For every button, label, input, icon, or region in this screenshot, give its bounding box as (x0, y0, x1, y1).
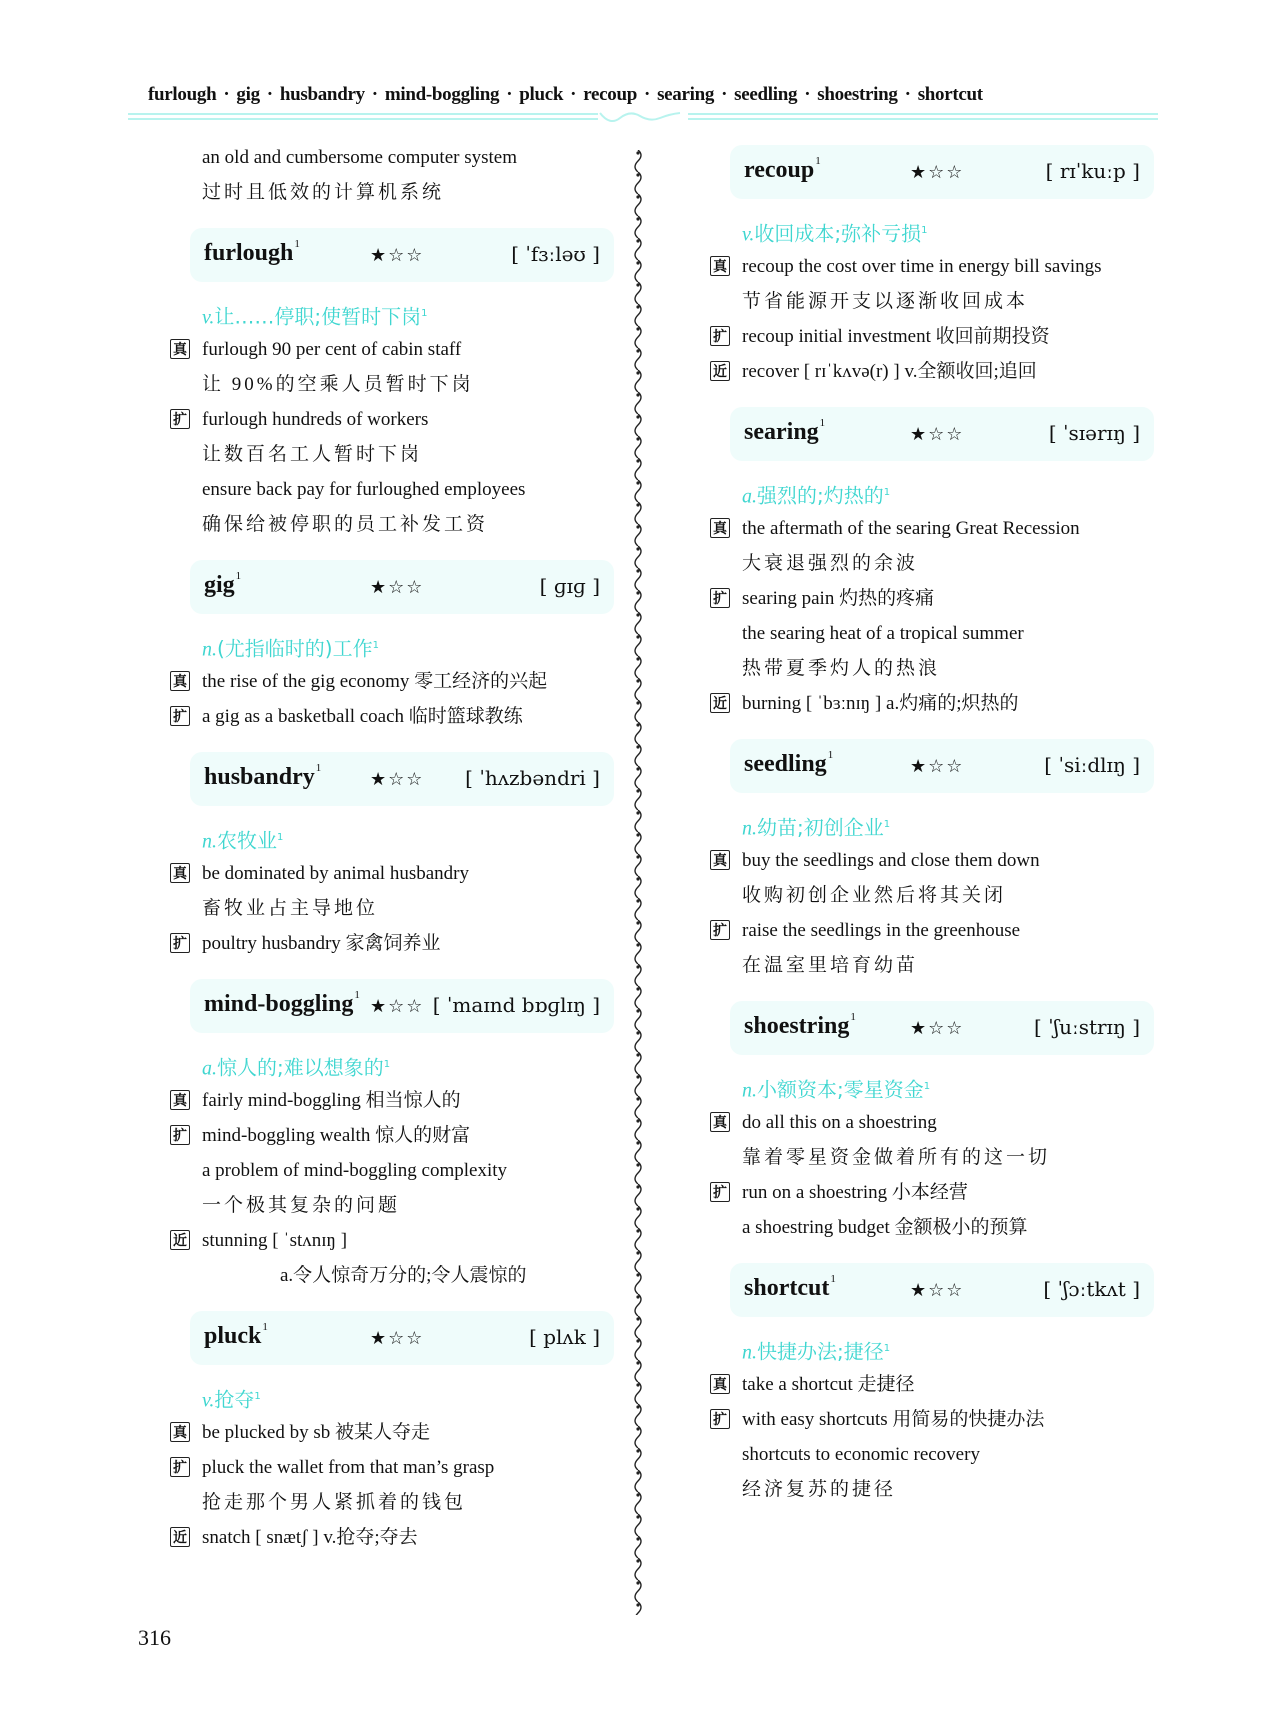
headword-sup: 1 (850, 1011, 856, 1023)
example-line (700, 319, 1170, 354)
separator: · (904, 84, 911, 105)
phonetic: [ ˈmaɪnd bɒɡlɪŋ ] (432, 993, 600, 1017)
extended-tag-icon: 扩 (170, 706, 190, 726)
separator: · (644, 84, 651, 105)
example-text: the searing heat of a tropical summer (742, 623, 1024, 644)
phonetic: [ plʌk ] (529, 1325, 600, 1349)
star-rating-icon: ★☆☆ (910, 1018, 965, 1039)
sense (160, 628, 630, 664)
example-text: mind-boggling wealth 惊人的财富 (202, 1125, 471, 1146)
example-line (160, 664, 630, 699)
star-rating-icon: ★☆☆ (370, 996, 425, 1017)
synonym-tag-icon: 近 (170, 1230, 190, 1250)
separator: · (570, 84, 577, 105)
extended-tag-icon: 扩 (170, 1125, 190, 1145)
headword (744, 419, 825, 446)
phonetic: [ ˈsɪərɪŋ ] (1048, 421, 1140, 445)
sense (700, 1069, 1170, 1105)
example-line (700, 1367, 1170, 1402)
extended-tag-icon: 扩 (710, 920, 730, 940)
headword (204, 572, 241, 599)
example-line (160, 1520, 630, 1555)
running-head-word: recoup (583, 84, 638, 105)
entry-header-mind_boggling (190, 979, 614, 1033)
example-line (160, 856, 630, 891)
phonetic: [ ˈʃɔːtkʌt ] (1043, 1277, 1140, 1301)
synonym-tag-icon: 近 (170, 1527, 190, 1547)
left-column (160, 140, 630, 1555)
extended-tag-icon: 扩 (710, 326, 730, 346)
entry-header-shoestring (730, 1001, 1154, 1055)
example-line (700, 878, 1170, 913)
headword-text: searing (744, 419, 819, 445)
sense-sup: 1 (254, 1391, 261, 1402)
example-line (700, 1105, 1170, 1140)
extended-tag-icon: 扩 (170, 933, 190, 953)
headword-sup: 1 (354, 989, 360, 1001)
sense (160, 296, 630, 332)
part-of-speech: n. (202, 638, 217, 661)
real-exam-tag-icon: 真 (710, 518, 730, 538)
example-line (160, 1083, 630, 1118)
example-line (160, 1450, 630, 1485)
sense-text: 让……停职;使暂时下岗 (214, 304, 422, 329)
example-line (700, 581, 1170, 616)
example-line (160, 891, 630, 926)
sense (160, 1047, 630, 1083)
separator: · (266, 84, 273, 105)
headword-sup: 1 (294, 238, 300, 250)
sense (700, 475, 1170, 511)
star-rating-icon: ★☆☆ (910, 424, 965, 445)
entry-header-husbandry (190, 752, 614, 806)
sense-sup: 1 (921, 225, 928, 236)
part-of-speech: v. (202, 306, 215, 329)
part-of-speech: n. (742, 817, 757, 840)
example-line (700, 546, 1170, 581)
example-line (700, 1472, 1170, 1507)
example-text: 一个极其复杂的问题 (202, 1195, 401, 1216)
example-line (700, 843, 1170, 878)
header-rule (128, 112, 1158, 122)
real-exam-tag-icon: 真 (170, 339, 190, 359)
extended-tag-icon: 扩 (710, 1409, 730, 1429)
page-number: 316 (138, 1625, 171, 1650)
example-line (700, 284, 1170, 319)
entry-header-furlough (190, 228, 614, 282)
entry-header-seedling (730, 739, 1154, 793)
phonetic: [ rɪˈkuːp ] (1045, 159, 1140, 183)
carryover-example: an old and cumbersome computer system (202, 147, 518, 168)
extended-tag-icon: 扩 (170, 409, 190, 429)
example-text: 热带夏季灼人的热浪 (742, 658, 941, 679)
headword-sup: 1 (235, 570, 242, 582)
sense-text: 农牧业 (217, 828, 277, 853)
extended-tag-icon: 扩 (710, 588, 730, 608)
example-text: recoup initial investment 收回前期投资 (742, 326, 1050, 347)
star-rating-icon: ★☆☆ (370, 245, 425, 266)
sense-sup: 1 (923, 1081, 931, 1092)
example-text: pluck the wallet from that man’s grasp (202, 1457, 495, 1478)
example-line (160, 1258, 630, 1293)
example-line (160, 472, 630, 507)
entry-header-shortcut (730, 1263, 1154, 1317)
sense-sup: 1 (277, 832, 284, 843)
example-text: 收购初创企业然后将其关闭 (742, 885, 1007, 906)
example-text: 抢走那个男人紧抓着的钱包 (202, 1492, 467, 1513)
example-text: a shoestring budget 金额极小的预算 (742, 1217, 1028, 1238)
headword-text: seedling (744, 751, 827, 777)
real-exam-tag-icon: 真 (710, 256, 730, 276)
example-text: 在温室里培育幼苗 (742, 955, 919, 976)
synonym-tag-icon: 近 (710, 693, 730, 713)
example-text: 确保给被停职的员工补发工资 (202, 514, 489, 535)
example-line (160, 1223, 630, 1258)
example-text: a.令人惊奇万分的;令人震惊的 (280, 1265, 527, 1286)
part-of-speech: a. (202, 1057, 217, 1080)
star-rating-icon: ★☆☆ (370, 1328, 425, 1349)
example-line (160, 402, 630, 437)
headword-sup: 1 (819, 417, 826, 429)
example-line (160, 367, 630, 402)
sense-sup: 1 (883, 487, 891, 498)
phonetic: [ ˈsiːdlɪŋ ] (1044, 753, 1140, 777)
sense (700, 807, 1170, 843)
example-text: shortcuts to economic recovery (742, 1444, 980, 1465)
separator: · (506, 84, 513, 105)
headword (744, 157, 821, 184)
running-head-word: mind-boggling (384, 84, 500, 105)
part-of-speech: n. (202, 830, 217, 853)
example-text: searing pain 灼热的疼痛 (742, 588, 935, 609)
headword (744, 751, 833, 778)
headword-sup: 1 (827, 749, 834, 761)
example-text: recover [ rɪˈkʌvə(r) ] v.全额收回;追回 (742, 361, 1037, 382)
sense-sup: 1 (383, 1059, 391, 1070)
example-line (160, 332, 630, 367)
headword (204, 764, 321, 791)
example-text: the aftermath of the searing Great Recession (742, 518, 1080, 539)
example-text: buy the seedlings and close them down (742, 850, 1040, 871)
part-of-speech: n. (742, 1341, 757, 1364)
headword-text: furlough (204, 240, 294, 266)
separator: · (371, 84, 378, 105)
separator: · (721, 84, 728, 105)
star-rating-icon: ★☆☆ (910, 1280, 965, 1301)
example-text: 畜牧业占主导地位 (202, 898, 379, 919)
example-line (160, 1415, 630, 1450)
phonetic: [ ˈfɜːləʊ ] (511, 242, 600, 266)
real-exam-tag-icon: 真 (170, 1422, 190, 1442)
running-head-word: pluck (519, 84, 564, 105)
running-head-word: shoestring (817, 84, 898, 105)
example-text: 靠着零星资金做着所有的这一切 (742, 1147, 1051, 1168)
headword (744, 1013, 856, 1040)
sense-sup: 1 (883, 819, 891, 830)
example-line (700, 913, 1170, 948)
real-exam-tag-icon: 真 (710, 1112, 730, 1132)
example-text: snatch [ snætʃ ] v.抢夺;夺去 (202, 1527, 418, 1548)
phonetic: [ ˈhʌzbəndri ] (465, 766, 600, 790)
running-head (148, 84, 983, 106)
running-head-word: searing (657, 84, 715, 105)
sense (700, 1331, 1170, 1367)
example-line (700, 651, 1170, 686)
real-exam-tag-icon: 真 (170, 863, 190, 883)
sense-text: 快捷办法;捷径 (757, 1339, 884, 1364)
example-text: ensure back pay for furloughed employees (202, 479, 526, 500)
example-line (700, 511, 1170, 546)
carryover-translation: 过时且低效的计算机系统 (202, 182, 445, 203)
running-head-word: gig (236, 84, 260, 105)
sense-text: 抢夺 (214, 1387, 255, 1412)
part-of-speech: v. (742, 223, 755, 246)
example-text: burning [ ˈbɜːnɪŋ ] a.灼痛的;炽热的 (742, 693, 1019, 714)
separator: · (804, 84, 811, 105)
example-text: fairly mind-boggling 相当惊人的 (202, 1090, 461, 1111)
example-text: 让数百名工人暂时下岗 (202, 444, 423, 465)
entry-header-recoup (730, 145, 1154, 199)
sense-text: 强烈的;灼热的 (757, 483, 884, 508)
phonetic: [ ˈʃuːstrɪŋ ] (1033, 1015, 1140, 1039)
example-text: be dominated by animal husbandry (202, 863, 469, 884)
example-text: the rise of the gig economy 零工经济的兴起 (202, 671, 548, 692)
example-line (160, 699, 630, 734)
example-line (700, 249, 1170, 284)
sense-sup: 1 (372, 640, 379, 651)
example-line (700, 1402, 1170, 1437)
real-exam-tag-icon: 真 (170, 1090, 190, 1110)
example-line (160, 1485, 630, 1520)
example-line (160, 1118, 630, 1153)
example-text: run on a shoestring 小本经营 (742, 1182, 968, 1203)
phonetic: [ ɡɪɡ ] (539, 574, 600, 598)
synonym-tag-icon: 近 (710, 361, 730, 381)
sense-sup: 1 (883, 1343, 891, 1354)
example-line (160, 1153, 630, 1188)
headword-text: gig (204, 572, 235, 598)
example-text: a gig as a basketball coach 临时篮球教练 (202, 706, 523, 727)
real-exam-tag-icon: 真 (710, 850, 730, 870)
example-line (700, 1175, 1170, 1210)
headword (204, 991, 360, 1018)
example-text: a problem of mind-boggling complexity (202, 1160, 508, 1181)
real-exam-tag-icon: 真 (170, 671, 190, 691)
headword-sup: 1 (315, 762, 322, 774)
sense (700, 213, 1170, 249)
star-rating-icon: ★☆☆ (370, 577, 425, 598)
extended-tag-icon: 扩 (710, 1182, 730, 1202)
example-line (160, 507, 630, 542)
headword-text: mind-boggling (204, 991, 354, 1017)
headword (744, 1275, 836, 1302)
example-line (700, 616, 1170, 651)
example-line (700, 354, 1170, 389)
sense-text: 收回成本;弥补亏损 (754, 221, 922, 246)
headword-text: shortcut (744, 1275, 830, 1301)
star-rating-icon: ★☆☆ (910, 756, 965, 777)
sense (160, 820, 630, 856)
headword-sup: 1 (830, 1273, 836, 1285)
headword-text: recoup (744, 157, 815, 183)
example-text: 经济复苏的捷径 (742, 1479, 897, 1500)
right-column (700, 140, 1170, 1507)
part-of-speech: n. (742, 1079, 757, 1102)
running-head-word: seedling (734, 84, 798, 105)
entry-header-searing (730, 407, 1154, 461)
example-text: furlough 90 per cent of cabin staff (202, 339, 462, 360)
sense (160, 1379, 630, 1415)
sense-text: 惊人的;难以想象的 (217, 1055, 384, 1080)
example-text: furlough hundreds of workers (202, 409, 429, 430)
part-of-speech: v. (202, 1389, 215, 1412)
star-rating-icon: ★☆☆ (370, 769, 425, 790)
example-line (700, 1210, 1170, 1245)
example-text: take a shortcut 走捷径 (742, 1374, 915, 1395)
example-text: be plucked by sb 被某人夺走 (202, 1422, 430, 1443)
example-text: 节省能源开支以逐渐收回成本 (742, 291, 1029, 312)
example-line (700, 1437, 1170, 1472)
headword-text: pluck (204, 1323, 262, 1349)
sense-text: 幼苗;初创企业 (757, 815, 884, 840)
part-of-speech: a. (742, 485, 757, 508)
running-head-word: husbandry (279, 84, 365, 105)
headword (204, 1323, 268, 1350)
example-text: recoup the cost over time in energy bill savings (742, 256, 1102, 277)
separator: · (223, 84, 230, 105)
sense-text: (尤指临时的)工作 (217, 636, 373, 661)
example-text: stunning [ ˈstʌnɪŋ ] (202, 1230, 348, 1251)
entry-header-gig (190, 560, 614, 614)
column-divider (633, 150, 647, 1615)
example-text: do all this on a shoestring (742, 1112, 937, 1133)
star-rating-icon: ★☆☆ (910, 162, 965, 183)
example-line (160, 1188, 630, 1223)
headword-text: husbandry (204, 764, 315, 790)
sense-sup: 1 (421, 308, 428, 319)
running-head-word: shortcut (917, 84, 983, 105)
headword (204, 240, 300, 267)
example-text: with easy shortcuts 用简易的快捷办法 (742, 1409, 1045, 1430)
sense-text: 小额资本;零星资金 (757, 1077, 924, 1102)
example-text: 让 90%的空乘人员暂时下岗 (202, 374, 474, 395)
headword-sup: 1 (262, 1321, 268, 1333)
example-text: raise the seedlings in the greenhouse (742, 920, 1021, 941)
example-line (700, 686, 1170, 721)
example-line (700, 948, 1170, 983)
running-head-word: furlough (148, 84, 217, 105)
extended-tag-icon: 扩 (170, 1457, 190, 1477)
headword-sup: 1 (815, 155, 821, 167)
headword-text: shoestring (744, 1013, 850, 1039)
entry-header-pluck (190, 1311, 614, 1365)
example-text: 大衰退强烈的余波 (742, 553, 919, 574)
example-line (700, 1140, 1170, 1175)
real-exam-tag-icon: 真 (710, 1374, 730, 1394)
example-line (160, 437, 630, 472)
example-text: poultry husbandry 家禽饲养业 (202, 933, 441, 954)
example-line (160, 926, 630, 961)
